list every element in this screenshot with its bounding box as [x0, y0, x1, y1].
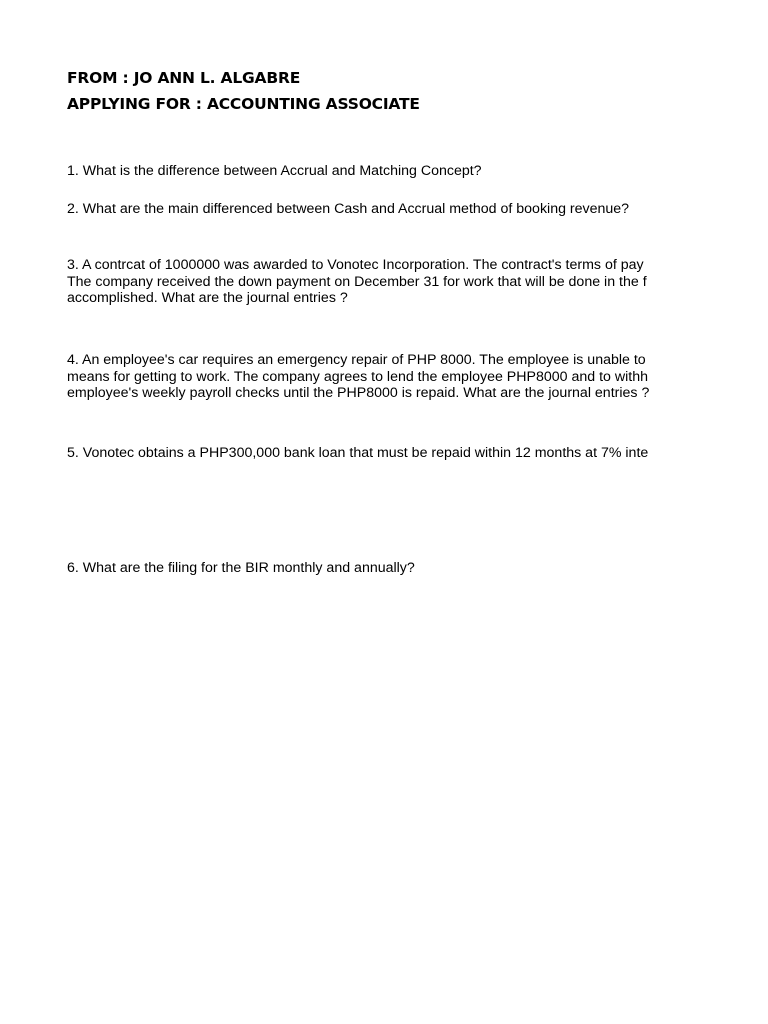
- from-line: FROM : JO ANN L. ALGABRE: [67, 69, 301, 87]
- question-list: [67, 0, 696, 1024]
- question-2: [67, 201, 629, 218]
- question-4-line-1: 4. An employee's car requires an emergency repair of PHP 8000. The employee is unable to: [67, 352, 646, 368]
- question-4: [67, 352, 649, 402]
- question-1: [67, 163, 482, 180]
- question-3-line-2: The company received the down payment on December 31 for work that will be done in the f: [67, 273, 647, 290]
- question-3-line-3: accomplished. What are the journal entries ?: [67, 290, 348, 306]
- question-4-line-3: employee's weekly payroll checks until the PHP8000 is repaid. What are the journal entries ?: [67, 385, 650, 401]
- question-5: [67, 445, 648, 462]
- question-1-line-1: 1. What is the difference between Accrual and Matching Concept?: [67, 163, 482, 179]
- question-2-line-1: 2. What are the main differenced between Cash and Accrual method of booking revenue?: [67, 201, 630, 217]
- question-6: [67, 560, 415, 577]
- question-3: [67, 257, 647, 307]
- applying-for-line: APPLYING FOR : ACCOUNTING ASSOCIATE: [67, 95, 420, 113]
- question-5-line-1: 5. Vonotec obtains a PHP300,000 bank loan that must be repaid within 12 months at 7% inte: [67, 445, 649, 461]
- question-6-line-1: 6. What are the filing for the BIR monthly and annually?: [67, 560, 415, 576]
- question-4-line-2: means for getting to work. The company agrees to lend the employee PHP8000 and to withh: [67, 368, 648, 385]
- question-3-line-1: 3. A contrcat of 1000000 was awarded to Vonotec Incorporation. The contract's terms of pay: [67, 257, 644, 273]
